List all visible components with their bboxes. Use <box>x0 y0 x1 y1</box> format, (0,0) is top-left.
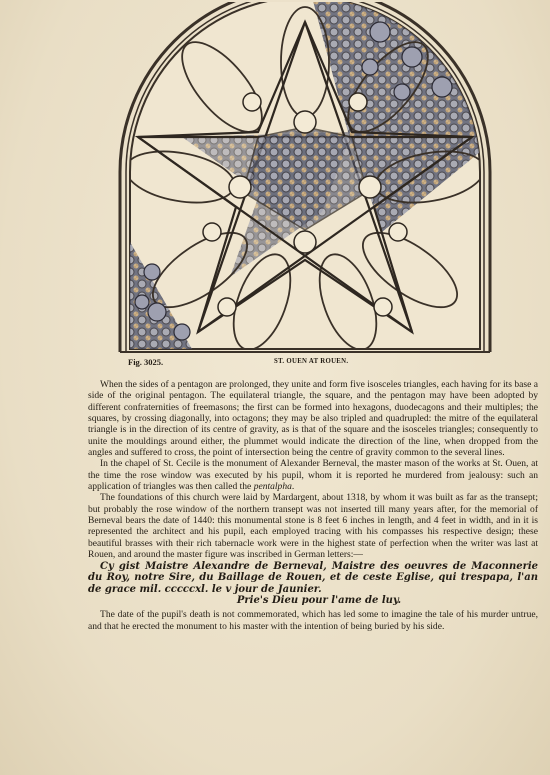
rose-window-illustration <box>112 2 498 354</box>
inscription-prayer: Prie's Dieu pour l'ame de luy. <box>236 595 402 607</box>
rose-window-figure <box>112 2 498 354</box>
paragraph-berneval <box>88 458 538 492</box>
paragraph-pupil: The date of the pupil's death is not commemorated, which has led some to imagine the tale of his murder untrue, and that he erected the monument to his master with the intention of being buried by his side. <box>88 609 538 632</box>
paragraph-berneval-end: . <box>291 481 295 493</box>
paragraph-berneval-text: In the chapel of St. Cecile is the monument of Alexander Berneval, the master mason of the works at St. Ouen, at the time the rose window was executed by his pupil, whom it is reported he murdered from jealousy: such an application of triangles was then called the <box>88 458 538 493</box>
figure-title: ST. OUEN AT ROUEN. <box>274 358 349 365</box>
body-text <box>88 379 538 632</box>
paragraph-foundations: The foundations of this church were laid by Mardargent, about 1318, by whom it was built as far as the transept; but probably the rose window of the northern transept was not inserted till many years after, for the memorial of Berneval bears the date of 1440: this monumental stone is 8 feet 6 inches in length, and 4 feet in width, and in it is represented the architect and his pupil, each employed tracing with his compasses his respective design; these beautiful brasses with their rich tabernacle work were in the highest state of perfection when the writer was last at Rouen, and around the master figure was inscribed in German letters:— <box>88 492 538 561</box>
inscription-main: Cy gist Maistre Alexandre de Berneval, Maistre des oeuvres de Maconnerie du Roy, notre Sire, du Baillage de Rouen, et de ceste Eglise, qui trespapa, l'an de grace mil. cccccxl. le v jour de Jaunier. <box>88 560 538 595</box>
figure-label: Fig. 3025. <box>128 357 164 367</box>
paragraph-pentagon: When the sides of a pentagon are prolonged, they unite and form five isosceles triangles, each having for its base a side of the original pentagon. The equilateral triangle, the square, and the pentagon may have been adopted by different confraternities of freemasons; the first can be formed into hexagons, duodecagons and their multiples; the squares, by crossing diagonally, into octagons; they may be also tripled and quadrupled: the mitre of the equilateral triangle is in the direction of its centre of gravity, as is that of the square and the isosceles triangles; consequently to unite the mouldings around either, the plummet would indicate the direction of the line, when dropped from the angles and suffered to cross, the point of intersection being the centre of gravity common to the several lines. <box>88 379 538 459</box>
figure-caption <box>128 357 504 369</box>
term-pentalpha: pentalpha <box>253 481 292 493</box>
